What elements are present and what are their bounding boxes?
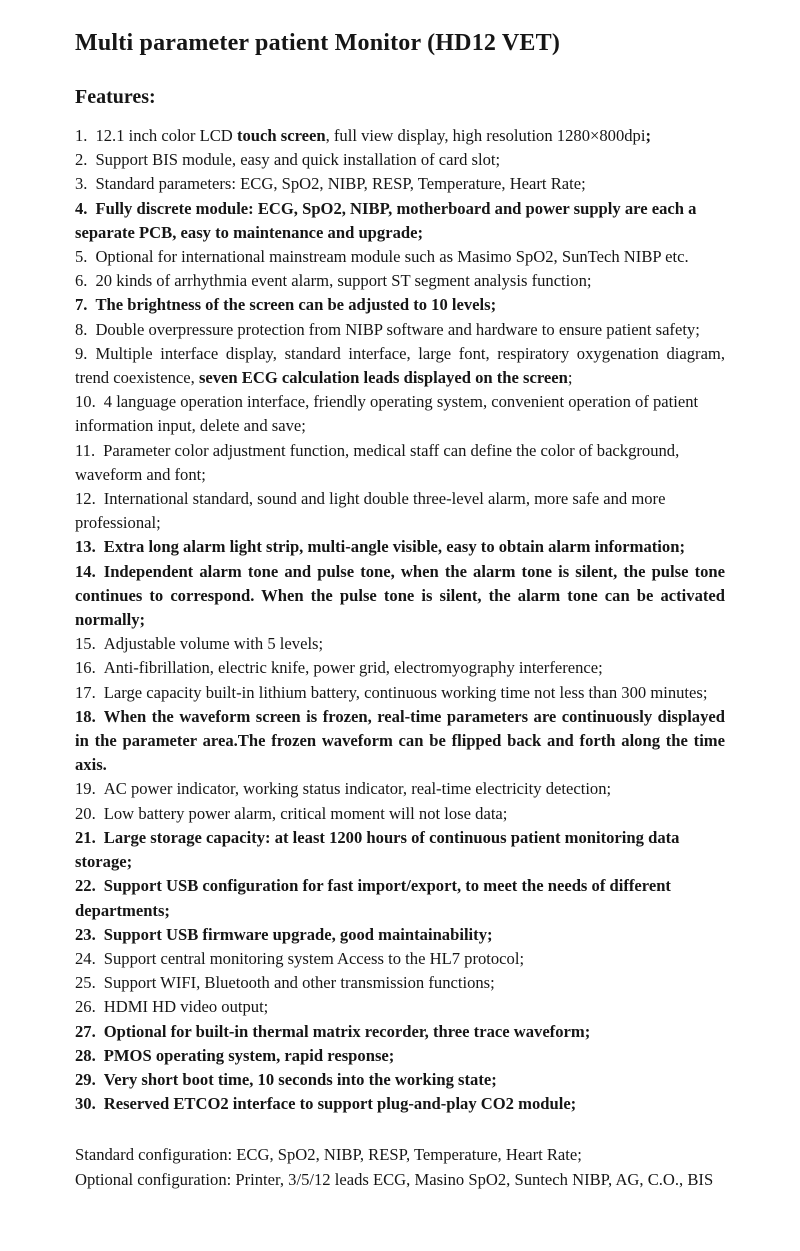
feature-item [75, 777, 725, 801]
feature-item-text: 4 language operation interface, friendly operating system, convenient operation of patient information input, delete and save; [75, 392, 699, 436]
feature-item-text: Support central monitoring system Access to the HL7 protocol; [103, 948, 525, 968]
feature-item-text: ; [645, 126, 651, 145]
feature-item-number: 5. [75, 247, 88, 267]
feature-item-number: 10. [75, 392, 96, 412]
feature-item-number: 17. [75, 682, 96, 702]
feature-item-text: Optional for built-in thermal matrix recorder, three trace waveform; [103, 1021, 591, 1041]
feature-item [75, 1068, 725, 1092]
feature-item [75, 632, 725, 656]
feature-item [75, 342, 725, 390]
feature-item-number: 22. [75, 876, 96, 896]
feature-item-text: Independent alarm tone and pulse tone, when the alarm tone is silent, the pulse tone continues to correspond. When the pulse tone is silent, the alarm tone can be activated normally; [75, 561, 725, 630]
feature-item-text: Low battery power alarm, critical moment will not lose data; [103, 803, 508, 823]
feature-item [75, 802, 725, 826]
feature-item-text: Anti-fibrillation, electric knife, power grid, electromyography interference; [103, 658, 603, 678]
page-title: Multi parameter patient Monitor (HD12 VET) [75, 30, 561, 56]
feature-item [75, 390, 725, 438]
feature-item-text: The brightness of the screen can be adjusted to 10 levels; [95, 295, 497, 315]
feature-item-number: 24. [75, 948, 96, 968]
standard-configuration-line: Standard configuration: ECG, SpO2, NIBP, RESP, Temperature, Heart Rate; [75, 1145, 582, 1165]
feature-item-number: 30. [75, 1094, 96, 1114]
feature-item-number: 12. [75, 489, 96, 509]
feature-item [75, 535, 725, 559]
feature-item [75, 439, 725, 487]
feature-item-text: Extra long alarm light strip, multi-angle visible, easy to obtain alarm information; [103, 537, 685, 557]
feature-item [75, 681, 725, 705]
configuration-block [75, 1142, 735, 1192]
features-list [75, 124, 725, 1116]
feature-item-number: 13. [75, 537, 96, 557]
feature-item-number: 7. [75, 295, 88, 315]
feature-item-number: 27. [75, 1021, 96, 1041]
feature-item-text: Support USB firmware upgrade, good maintainability; [103, 924, 493, 944]
feature-item-number: 28. [75, 1045, 96, 1065]
feature-item [75, 172, 725, 196]
feature-item [75, 318, 725, 342]
feature-item-text: Support USB configuration for fast import/export, to meet the needs of different departments; [75, 876, 671, 920]
feature-item-number: 6. [75, 271, 88, 291]
feature-item-text: Multiple interface display, standard interface, large font, respiratory oxygenation diagram, trend coexistence, [75, 343, 725, 388]
feature-item-text: AC power indicator, working status indicator, real-time electricity detection; [103, 779, 612, 799]
feature-item-number: 8. [75, 319, 88, 339]
feature-item-number: 2. [75, 150, 88, 170]
feature-item-text: Parameter color adjustment function, medical staff can define the color of background, waveform and font; [75, 440, 680, 484]
feature-item-text: seven ECG calculation leads displayed on the screen [198, 368, 568, 388]
feature-item [75, 656, 725, 680]
feature-item-text: Adjustable volume with 5 levels; [103, 634, 324, 654]
feature-item-number: 14. [75, 561, 96, 581]
feature-item-number: 19. [75, 779, 96, 799]
section-heading-features: Features: [75, 86, 156, 108]
feature-item-text: HDMI HD video output; [103, 997, 269, 1017]
feature-item-text: ; [567, 368, 573, 388]
feature-item [75, 148, 725, 172]
feature-item [75, 995, 725, 1019]
feature-item-number: 11. [75, 440, 96, 460]
feature-item-number: 21. [75, 827, 96, 847]
feature-item-text: Optional for international mainstream module such as Masimo SpO2, SunTech NIBP etc. [95, 247, 689, 267]
feature-item [75, 1092, 725, 1116]
feature-item-number: 9. [75, 343, 88, 363]
feature-item-number: 16. [75, 658, 96, 678]
feature-item-text: Support BIS module, easy and quick installation of card slot; [95, 150, 501, 170]
feature-item [75, 293, 725, 317]
feature-item [75, 124, 725, 148]
feature-item-number: 26. [75, 997, 96, 1017]
feature-item [75, 245, 725, 269]
optional-configuration-line: Optional configuration: Printer, 3/5/12 leads ECG, Masino SpO2, Suntech NIBP, AG, C.O., BIS [75, 1170, 714, 1190]
feature-item-number: 1. [75, 126, 88, 145]
feature-item-text: Reserved ETCO2 interface to support plug-and-play CO2 module; [103, 1094, 577, 1114]
feature-item-text: Fully discrete module: ECG, SpO2, NIBP, motherboard and power supply are each a separate PCB, easy to maintenance and upgrade; [75, 198, 697, 242]
feature-item [75, 487, 725, 535]
feature-item [75, 1020, 725, 1044]
feature-item [75, 826, 725, 874]
feature-item-text: , full view display, high resolution 1280×800dpi [325, 126, 646, 145]
feature-item [75, 197, 725, 245]
feature-item-text: When the waveform screen is frozen, real-time parameters are continuously displayed in the parameter area.The frozen waveform can be flipped back and forth along the time axis. [75, 706, 725, 775]
feature-item-number: 18. [75, 706, 96, 726]
feature-item-text: Very short boot time, 10 seconds into the working state; [103, 1069, 497, 1089]
feature-item [75, 1044, 725, 1068]
feature-item-text: 12.1 inch color LCD [95, 126, 237, 145]
feature-item-text: International standard, sound and light double three-level alarm, more safe and more professional; [75, 489, 666, 533]
feature-item-number: 23. [75, 924, 96, 944]
feature-item-text: 20 kinds of arrhythmia event alarm, support ST segment analysis function; [95, 271, 592, 291]
feature-item [75, 874, 725, 922]
feature-item-number: 4. [75, 198, 88, 218]
feature-item-text: Large capacity built-in lithium battery, continuous working time not less than 300 minutes; [103, 682, 708, 702]
feature-item-number: 25. [75, 973, 96, 993]
feature-item [75, 269, 725, 293]
feature-item-text: PMOS operating system, rapid response; [103, 1045, 395, 1065]
feature-item-text: Support WIFI, Bluetooth and other transmission functions; [103, 973, 495, 993]
feature-item-number: 15. [75, 634, 96, 654]
feature-item [75, 947, 725, 971]
feature-item [75, 971, 725, 995]
feature-item-text: Standard parameters: ECG, SpO2, NIBP, RESP, Temperature, Heart Rate; [95, 174, 586, 194]
feature-item [75, 705, 725, 778]
feature-item-text: Double overpressure protection from NIBP software and hardware to ensure patient safety; [95, 319, 700, 339]
feature-item [75, 923, 725, 947]
feature-item-number: 3. [75, 174, 88, 194]
feature-item-text: touch screen [236, 126, 326, 145]
feature-item [75, 560, 725, 633]
feature-item-number: 29. [75, 1069, 96, 1089]
feature-item-text: Large storage capacity: at least 1200 hours of continuous patient monitoring data storage; [75, 827, 680, 872]
feature-item-number: 20. [75, 803, 96, 823]
